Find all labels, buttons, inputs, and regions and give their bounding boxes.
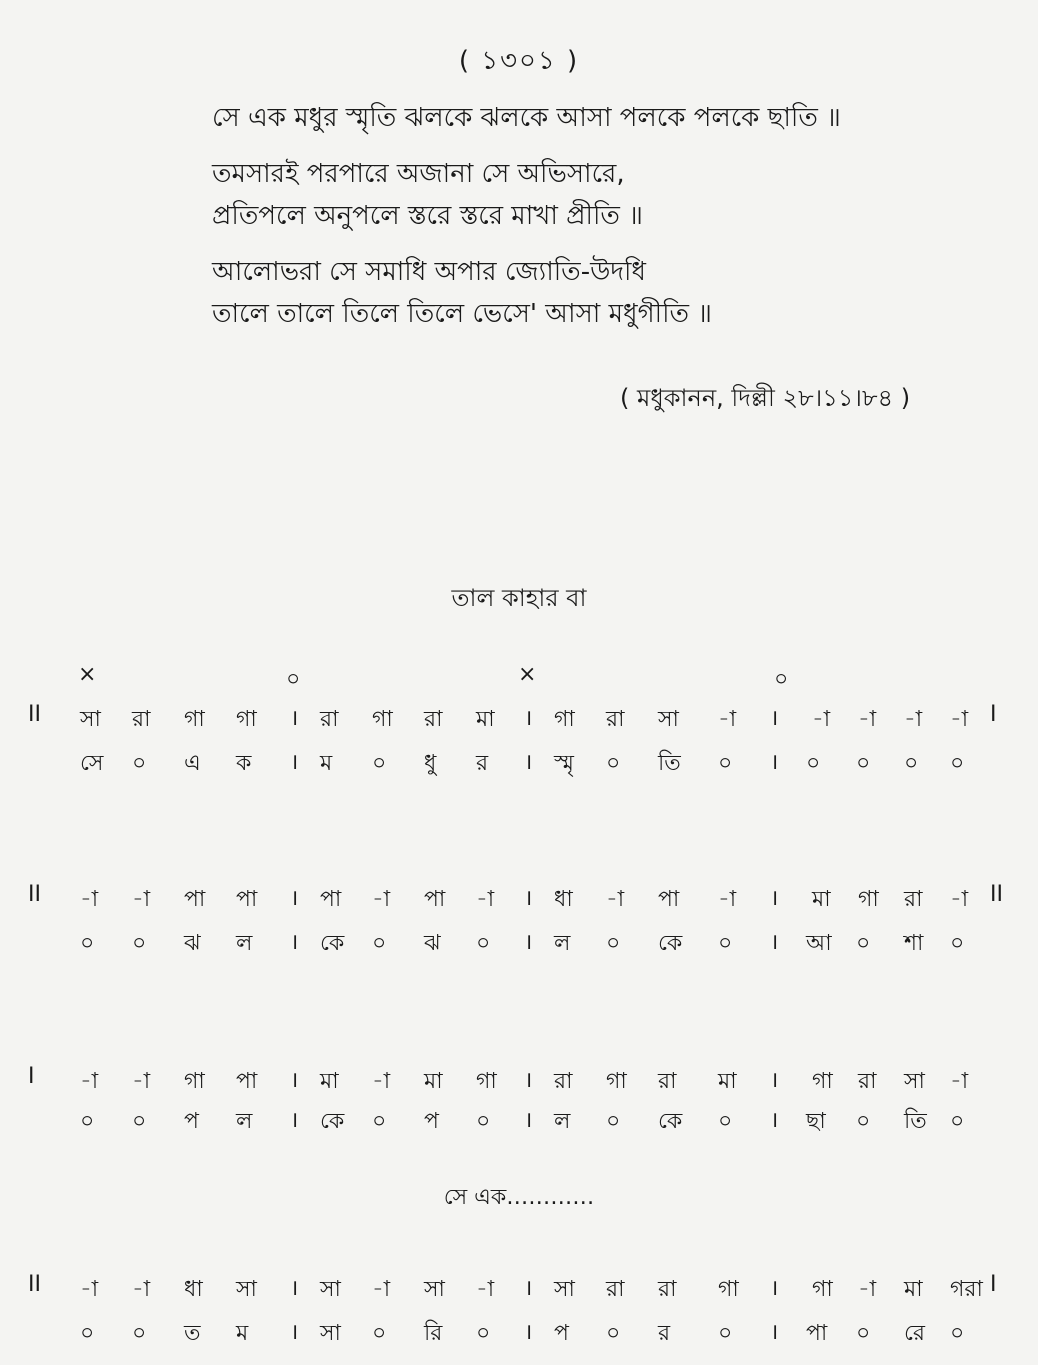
lyric-syllable: ম	[236, 1321, 249, 1346]
lyric-syllable: র	[476, 751, 489, 776]
swara-note: পা	[236, 887, 258, 912]
lyric-syllable: ০	[80, 1321, 95, 1346]
swara-note: -া	[372, 1069, 391, 1094]
swara-note: রা	[606, 1277, 625, 1302]
swara-note: গা	[184, 707, 205, 732]
lyric-syllable: ০	[856, 751, 871, 776]
lyric-syllable: ।	[770, 750, 779, 775]
swara-note: রা	[858, 1069, 877, 1094]
swara-note: ।	[290, 1276, 299, 1301]
swara-note: রা	[658, 1069, 677, 1094]
swara-note: মা	[718, 1069, 737, 1094]
swara-note: গা	[372, 707, 393, 732]
beat-marks	[0, 662, 1038, 692]
refrain-label: সে এক…………	[443, 1185, 595, 1210]
swara-note: গা	[184, 1069, 205, 1094]
lyric-syllable: ।	[524, 1108, 533, 1133]
lyric-syllable: ০	[606, 931, 621, 956]
poem-line: সে এক মধুর স্মৃতি ঝলকে ঝলকে আসা পলকে পলকে ছাতি ॥	[212, 103, 841, 133]
swara-note: ।	[524, 886, 533, 911]
swara-note: I	[28, 1064, 35, 1089]
lyric-syllable: ।	[770, 1320, 779, 1345]
lyric-syllable: ।	[290, 1320, 299, 1345]
swara-note: -া	[372, 1277, 391, 1302]
lyric-syllable: ০	[718, 931, 733, 956]
poem-line: তমসারই পরপারে অজানা সে অভিসারে,	[212, 159, 625, 189]
lyric-syllable: ০	[132, 1109, 147, 1134]
lyric-syllable: ম	[320, 751, 333, 776]
lyric-syllable: স্মৃ	[554, 751, 574, 776]
swara-note: ।	[770, 886, 779, 911]
lyric-row	[0, 1104, 1038, 1144]
lyric-syllable: ০	[80, 931, 95, 956]
swara-note: সা	[320, 1277, 341, 1302]
lyric-syllable: প	[184, 1109, 199, 1134]
swara-note: -া	[858, 707, 877, 732]
lyric-syllable: ক	[236, 751, 252, 776]
page-number: ( ১৩০১ )	[458, 46, 580, 76]
swara-note: পা	[658, 887, 680, 912]
swara-row	[0, 702, 1038, 742]
swara-note: -া	[858, 1277, 877, 1302]
lyric-syllable: ০	[476, 1109, 491, 1134]
lyric-syllable: ছা	[806, 1109, 826, 1134]
lyric-syllable: ০	[950, 751, 965, 776]
lyric-syllable: ০	[476, 931, 491, 956]
lyric-syllable: ০	[856, 931, 871, 956]
swara-note: -া	[718, 887, 737, 912]
lyric-syllable: ল	[554, 1109, 571, 1134]
swara-note: মা	[476, 707, 495, 732]
swara-note: -া	[812, 707, 831, 732]
lyric-syllable: ০	[718, 751, 733, 776]
lyric-syllable: ০	[372, 1321, 387, 1346]
lyric-syllable: ০	[80, 1109, 95, 1134]
lyric-syllable: ।	[524, 1320, 533, 1345]
swara-note: গা	[606, 1069, 627, 1094]
swara-note: I	[990, 1272, 997, 1297]
lyric-syllable: শা	[904, 931, 924, 956]
swara-note: পা	[424, 887, 446, 912]
swara-note: সা	[236, 1277, 257, 1302]
swara-note: ।	[290, 886, 299, 911]
swara-note: ।	[290, 706, 299, 731]
swara-note: -া	[132, 887, 151, 912]
lyric-syllable: রে	[904, 1321, 926, 1346]
swara-note: ।	[524, 1068, 533, 1093]
swara-note: -া	[950, 707, 969, 732]
swara-note: -া	[718, 707, 737, 732]
swara-note: II	[28, 1272, 41, 1297]
swara-note: গা	[718, 1277, 739, 1302]
swara-note: সা	[904, 1069, 925, 1094]
swara-note: পা	[184, 887, 206, 912]
swara-note: -া	[132, 1277, 151, 1302]
lyric-syllable: এ	[184, 751, 201, 776]
swara-note: মা	[812, 887, 831, 912]
swara-note: -া	[950, 1069, 969, 1094]
swara-note: মা	[424, 1069, 443, 1094]
poem	[212, 100, 972, 338]
swara-note: ।	[290, 1068, 299, 1093]
swara-note: পা	[320, 887, 342, 912]
swara-note: রা	[904, 887, 923, 912]
swara-note: -া	[80, 887, 99, 912]
swara-note: সা	[658, 707, 679, 732]
swara-note: গা	[236, 707, 257, 732]
lyric-row	[0, 926, 1038, 966]
lyric-syllable: ত	[184, 1321, 201, 1346]
lyric-syllable: ০	[372, 931, 387, 956]
poem-line: তালে তালে তিলে তিলে ভেসে' আসা মধুগীতি ॥	[212, 299, 713, 329]
swara-note: সা	[554, 1277, 575, 1302]
poem-line: প্রতিপলে অনুপলে স্তরে স্তরে মাখা প্রীতি ॥	[212, 201, 643, 231]
swara-row	[0, 1272, 1038, 1312]
lyric-syllable: ০	[718, 1321, 733, 1346]
beat-mark: ×	[78, 662, 97, 687]
lyric-syllable: ০	[950, 931, 965, 956]
swara-note: -া	[132, 1069, 151, 1094]
swara-note: II	[28, 882, 41, 907]
lyric-syllable: ০	[806, 751, 821, 776]
lyric-syllable: ০	[856, 1321, 871, 1346]
swara-note: ।	[524, 1276, 533, 1301]
swara-note: -া	[476, 1277, 495, 1302]
lyric-syllable: রি	[424, 1321, 443, 1346]
lyric-syllable: ০	[132, 1321, 147, 1346]
lyric-syllable: ০	[606, 1109, 621, 1134]
lyric-syllable: ০	[132, 931, 147, 956]
swara-note: পা	[236, 1069, 258, 1094]
lyric-syllable: ল	[236, 931, 253, 956]
swara-row	[0, 882, 1038, 922]
lyric-syllable: কে	[320, 1109, 345, 1134]
swara-note: গা	[812, 1069, 833, 1094]
lyric-syllable: ।	[290, 930, 299, 955]
lyric-syllable: কে	[658, 1109, 683, 1134]
lyric-syllable: ০	[132, 751, 147, 776]
swara-note: -া	[904, 707, 923, 732]
lyric-syllable: ঝ	[424, 931, 441, 956]
lyric-syllable: সা	[320, 1321, 341, 1346]
swara-note: রা	[132, 707, 151, 732]
swara-note: রা	[424, 707, 443, 732]
swara-note: সা	[80, 707, 101, 732]
swara-row	[0, 1064, 1038, 1104]
lyric-syllable: ল	[554, 931, 571, 956]
lyric-syllable: ঝ	[184, 931, 201, 956]
swara-note: গা	[554, 707, 575, 732]
lyric-syllable: প	[554, 1321, 569, 1346]
swara-note: ।	[524, 706, 533, 731]
lyric-syllable: তি	[904, 1109, 927, 1134]
swara-note: গা	[812, 1277, 833, 1302]
swara-note: -া	[372, 887, 391, 912]
lyric-syllable: র	[658, 1321, 671, 1346]
swara-note: ।	[770, 1068, 779, 1093]
swara-note: রা	[554, 1069, 573, 1094]
swara-note: গরা	[950, 1277, 983, 1302]
lyric-syllable: ০	[950, 1109, 965, 1134]
lyric-row	[0, 1316, 1038, 1356]
lyric-syllable: কে	[658, 931, 683, 956]
lyric-syllable: ০	[606, 751, 621, 776]
lyric-syllable: কে	[320, 931, 345, 956]
beat-mark: ০	[286, 667, 301, 692]
swara-note: ধা	[554, 887, 573, 912]
swara-note: -া	[950, 887, 969, 912]
lyric-syllable: পা	[806, 1321, 828, 1346]
lyric-syllable: ।	[770, 930, 779, 955]
lyric-syllable: আ	[806, 931, 832, 956]
swara-note: মা	[320, 1069, 339, 1094]
lyric-syllable: ।	[290, 1108, 299, 1133]
lyric-syllable: ।	[524, 930, 533, 955]
swara-note: ।	[770, 1276, 779, 1301]
swara-note: গা	[858, 887, 879, 912]
lyric-syllable: ০	[372, 1109, 387, 1134]
lyric-syllable: প	[424, 1109, 439, 1134]
swara-note: ।	[770, 706, 779, 731]
lyric-syllable: ।	[290, 750, 299, 775]
swara-note: গা	[476, 1069, 497, 1094]
lyric-syllable: তি	[658, 751, 681, 776]
lyric-syllable: ০	[476, 1321, 491, 1346]
lyric-syllable: ০	[718, 1109, 733, 1134]
lyric-syllable: ০	[904, 751, 919, 776]
lyric-syllable: ০	[372, 751, 387, 776]
swara-note: রা	[320, 707, 339, 732]
lyric-syllable: ।	[524, 750, 533, 775]
swara-note: ধা	[184, 1277, 203, 1302]
beat-mark: ০	[774, 667, 789, 692]
lyric-syllable: ।	[770, 1108, 779, 1133]
swara-note: -া	[80, 1277, 99, 1302]
swara-note: I	[990, 702, 997, 727]
swara-note: রা	[606, 707, 625, 732]
lyric-syllable: সে	[80, 751, 104, 776]
swara-note: সা	[424, 1277, 445, 1302]
signature: ( মধুকানন, দিল্লী ২৮।১১।৮৪ )	[620, 384, 911, 412]
swara-note: রা	[658, 1277, 677, 1302]
lyric-syllable: ০	[856, 1109, 871, 1134]
lyric-row	[0, 746, 1038, 786]
swara-note: II	[28, 702, 41, 727]
swara-note: মা	[904, 1277, 923, 1302]
swara-note: -া	[476, 887, 495, 912]
tala-title: তাল কাহার বা	[451, 584, 587, 612]
lyric-syllable: ধু	[424, 751, 437, 776]
swara-note: -া	[80, 1069, 99, 1094]
lyric-syllable: ০	[950, 1321, 965, 1346]
swara-note: II	[990, 882, 1003, 907]
swara-note: -া	[606, 887, 625, 912]
lyric-syllable: ০	[606, 1321, 621, 1346]
lyric-syllable: ল	[236, 1109, 253, 1134]
poem-line: আলোভরা সে সমাধি অপার জ্যোতি-উদধি	[212, 257, 646, 287]
beat-mark: ×	[518, 662, 537, 687]
